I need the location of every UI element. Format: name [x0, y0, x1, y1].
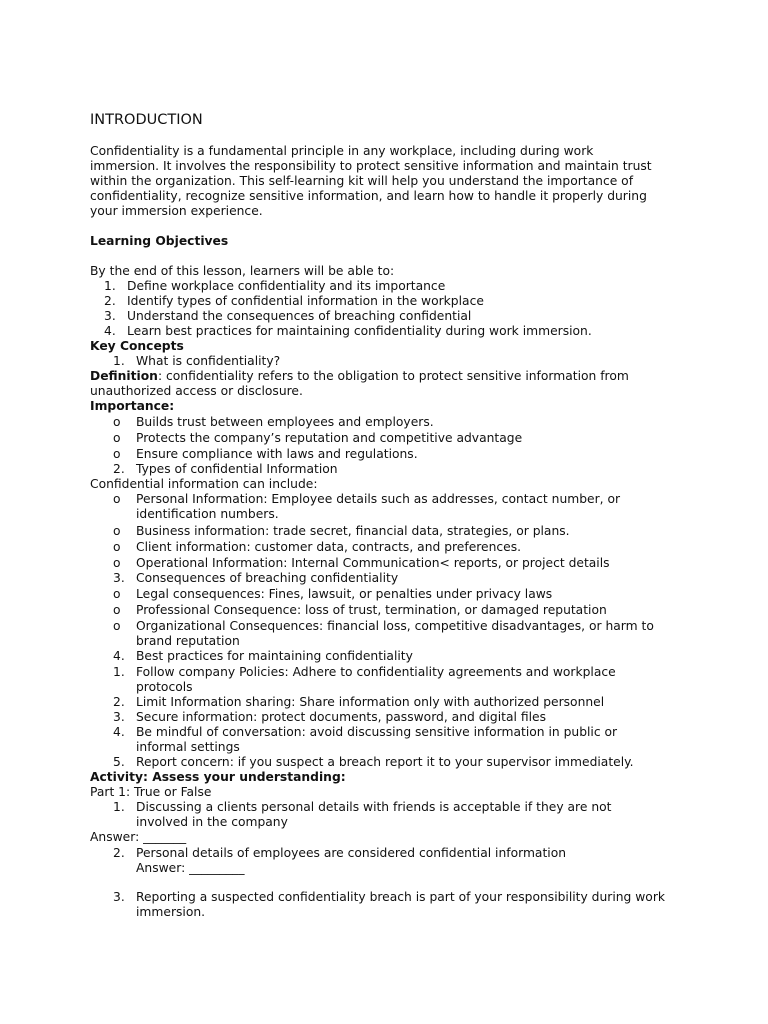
consequence-item-line: Organizational Consequences: financial loss, competitive disadvantages, or harm to [136, 619, 654, 633]
intro-line: within the organization. This self-learning kit will help you understand the importance of [90, 174, 634, 188]
importance-heading: Importance: [90, 399, 175, 413]
types-lead: Confidential information can include: [90, 477, 318, 491]
list-number: 3. [113, 710, 125, 724]
type-item: Business information: trade secret, financial data, strategies, or plans. [136, 524, 570, 538]
bullet-marker: o [113, 447, 121, 461]
definition-line: unauthorized access or disclosure. [90, 384, 303, 398]
bullet-marker: o [113, 603, 121, 617]
bullet-marker: o [113, 540, 121, 554]
activity-question-line: immersion. [136, 905, 206, 919]
objective-item: Learn best practices for maintaining confidentiality during work immersion. [127, 324, 592, 338]
list-number: 1. [113, 665, 125, 679]
bullet-marker: o [113, 524, 121, 538]
importance-item: Protects the company’s reputation and competitive advantage [136, 431, 523, 445]
objectives-lead: By the end of this lesson, learners will be able to: [90, 264, 395, 278]
activity-heading: Activity: Assess your understanding: [90, 770, 346, 784]
type-item: Client information: customer data, contracts, and preferences. [136, 540, 522, 554]
activity-question: Personal details of employees are considered confidential information [136, 846, 567, 860]
practice-item: Report concern: if you suspect a breach report it to your supervisor immediately. [136, 755, 634, 769]
activity-question-line: involved in the company [136, 815, 288, 829]
concept-question: Consequences of breaching confidentiality [136, 571, 399, 585]
practice-item-line: protocols [136, 680, 193, 694]
practice-item [136, 725, 617, 755]
intro-paragraph [90, 144, 652, 219]
practice-item-line: informal settings [136, 740, 240, 754]
key-concepts-heading: Key Concepts [90, 339, 184, 353]
list-number: 3. [104, 309, 116, 323]
type-item-line: identification numbers. [136, 507, 279, 521]
practice-item: Limit Information sharing: Share information only with authorized personnel [136, 695, 605, 709]
objectives-heading: Learning Objectives [90, 234, 229, 248]
objective-item: Define workplace confidentiality and its importance [127, 279, 446, 293]
type-item-line: Personal Information: Employee details such as addresses, contact number, or [136, 492, 621, 506]
activity-part: Part 1: True or False [90, 785, 212, 799]
list-number: 4. [113, 649, 125, 663]
bullet-marker: o [113, 415, 121, 429]
bullet-marker: o [113, 556, 121, 570]
list-number: 2. [104, 294, 116, 308]
list-number: 1. [104, 279, 116, 293]
concept-question: Best practices for maintaining confidentiality [136, 649, 413, 663]
activity-question [136, 890, 665, 920]
importance-item: Ensure compliance with laws and regulations. [136, 447, 418, 461]
intro-line: Confidentiality is a fundamental principle in any workplace, including during work [90, 144, 594, 158]
practice-item-line: Follow company Policies: Adhere to confidentiality agreements and workplace [136, 665, 616, 679]
list-number: 2. [113, 462, 125, 476]
objective-item: Identify types of confidential information in the workplace [127, 294, 484, 308]
list-number: 1. [113, 800, 125, 814]
list-number: 3. [113, 890, 125, 904]
consequence-item: Legal consequences: Fines, lawsuit, or penalties under privacy laws [136, 587, 553, 601]
bullet-marker: o [113, 492, 121, 506]
intro-line: confidentiality, recognize sensitive information, and learn how to handle it properly during [90, 189, 647, 203]
list-number: 1. [113, 354, 125, 368]
list-number: 2. [113, 695, 125, 709]
importance-item: Builds trust between employees and employers. [136, 415, 434, 429]
concept-question: Types of confidential Information [136, 462, 338, 476]
activity-question-line: Discussing a clients personal details with friends is acceptable if they are not [136, 800, 612, 814]
activity-question-line: Reporting a suspected confidentiality breach is part of your responsibility during work [136, 890, 666, 904]
objective-item: Understand the consequences of breaching confidential [127, 309, 472, 323]
definition-text: : confidentiality refers to the obligation to protect sensitive information from [157, 369, 629, 383]
consequence-item-line: brand reputation [136, 634, 240, 648]
bullet-marker: o [113, 431, 121, 445]
activity-question [136, 800, 611, 830]
answer-line: Answer: _______ [90, 830, 187, 844]
list-number: 4. [113, 725, 125, 739]
list-number: 3. [113, 571, 125, 585]
page-title: INTRODUCTION [90, 112, 203, 128]
definition-label: Definition [90, 369, 158, 383]
consequence-item [136, 619, 654, 649]
definition-line [90, 369, 629, 384]
practice-item-line: Be mindful of conversation: avoid discussing sensitive information in public or [136, 725, 618, 739]
list-number: 2. [113, 846, 125, 860]
bullet-marker: o [113, 587, 121, 601]
concept-question: What is confidentiality? [136, 354, 281, 368]
list-number: 5. [113, 755, 125, 769]
bullet-marker: o [113, 619, 121, 633]
type-item: Operational Information: Internal Communication< reports, or project details [136, 556, 610, 570]
answer-line: Answer: _________ [136, 861, 245, 875]
intro-line: immersion. It involves the responsibility to protect sensitive information and maintain trust [90, 159, 652, 173]
intro-line: your immersion experience. [90, 204, 263, 218]
practice-item [136, 665, 616, 695]
list-number: 4. [104, 324, 116, 338]
type-item [136, 492, 620, 522]
practice-item: Secure information: protect documents, password, and digital files [136, 710, 546, 724]
consequence-item: Professional Consequence: loss of trust, termination, or damaged reputation [136, 603, 607, 617]
